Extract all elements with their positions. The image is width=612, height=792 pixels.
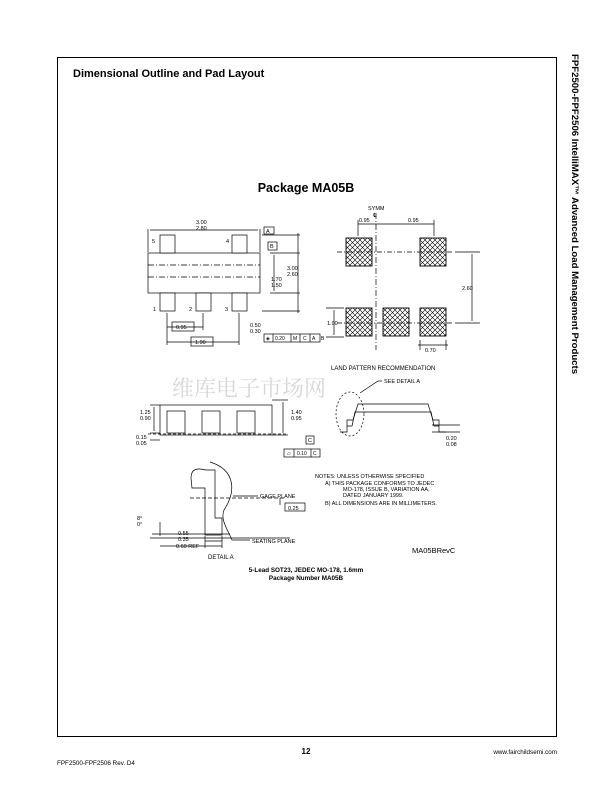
end-lead-min: 0.08 (446, 442, 457, 448)
seating-plane-label: SEATING PLANE (252, 539, 296, 545)
notes-line-1: NOTES: UNLESS OTHERWISE SPECIFIED (315, 474, 425, 480)
pin-label-4: 4 (226, 239, 230, 245)
side-h2-min: 0.95 (291, 416, 302, 422)
caption-line-2: Package Number MA05B (268, 575, 344, 582)
land-pad (420, 238, 446, 266)
pitch-value: 0.95 (176, 325, 187, 331)
land-pattern-caption: LAND PATTERN RECOMMENDATION (331, 366, 436, 372)
gage-plane-label: GAGE PLANE (260, 494, 296, 500)
pin-1 (160, 293, 175, 311)
side-title-text: FPF2500-FPF2506 IntelliMAX™ Advanced Load Management Products (569, 54, 580, 375)
pin-label-2: 2 (189, 307, 193, 313)
pin-label-3: 3 (225, 307, 229, 313)
foot-min: 0.35 (178, 537, 189, 543)
pin-label-1: 1 (153, 307, 157, 313)
see-detail-label: SEE DETAIL A (384, 379, 421, 385)
land-pitch-right: 0.95 (408, 218, 419, 224)
coplanarity-value: 0.10 (297, 451, 307, 457)
datum-c: C (308, 438, 312, 444)
width-max: 3.00 (196, 220, 207, 226)
land-pad-height: 1.00 (327, 321, 338, 327)
land-row-height: 2.60 (462, 286, 473, 292)
body-max: 1.70 (271, 277, 282, 283)
revision-label: MA05BRevC (412, 546, 456, 555)
land-pad (420, 308, 446, 336)
notes-line-5: B) ALL DIMENSIONS ARE IN MILLIMETERS. (325, 501, 437, 507)
lead-max: 0.50 (250, 323, 261, 329)
land-pad (383, 308, 409, 336)
pin-5 (160, 235, 175, 253)
datum-b: B (270, 244, 274, 250)
end-lead-max: 0.20 (446, 436, 457, 442)
side-h-max: 1.25 (140, 410, 151, 416)
lead-min: 0.30 (250, 329, 261, 335)
height-min: 2.60 (287, 272, 298, 278)
detail-angle-min: 0° (137, 522, 143, 528)
section-title: Dimensional Outline and Pad Layout (73, 68, 265, 80)
land-pitch-left: 0.95 (359, 218, 370, 224)
side-title (566, 54, 580, 474)
land-pad-width: 0.70 (425, 348, 436, 354)
pin-label-5: 5 (152, 239, 156, 245)
tolerance-datum-c: C (303, 336, 307, 342)
notes-line-4: DATED JANUARY 1999. (343, 493, 404, 499)
page-number: 12 (301, 747, 311, 756)
caption-line-1: 5-Lead SOT23, JEDEC MO-178, 1.6mm (248, 567, 364, 574)
land-pad (346, 238, 372, 266)
centerline-symbol: ℄ (373, 213, 377, 219)
top-view-body (148, 253, 260, 293)
footer-revision: FPF2500-FPF2506 Rev. D4 (57, 760, 135, 767)
footer-website: www.fairchildsemi.com (493, 749, 557, 756)
detail-angle-max: 8° (137, 516, 143, 522)
pin-4 (232, 235, 247, 253)
tolerance-datum-a: A (312, 336, 316, 342)
package-drawing (125, 195, 485, 570)
body-min: 1.50 (271, 283, 282, 289)
gage-plane-value: 0.25 (288, 506, 299, 512)
standoff-min: 0.05 (136, 441, 147, 447)
tolerance-datum-b: B (321, 336, 325, 342)
tolerance-symbol: ◈ (266, 336, 270, 342)
datum-a: A (266, 229, 270, 235)
symm-label: SYMM (368, 206, 385, 212)
side-h-min: 0.90 (140, 416, 151, 422)
width-min: 2.80 (196, 226, 207, 232)
coplanarity-datum: C (313, 451, 317, 457)
coplanarity-symbol: ▱ (287, 451, 291, 457)
watermark: 维库电子市场网 (172, 376, 327, 401)
pin-3 (232, 293, 247, 311)
land-pad (346, 308, 372, 336)
height-max: 3.00 (287, 266, 298, 272)
notes-line-2: A) THIS PACKAGE CONFORMS TO JEDEC (325, 481, 435, 487)
tolerance-modifier: M (293, 336, 298, 342)
side-h2-max: 1.40 (291, 410, 302, 416)
detail-label: DETAIL A (208, 555, 234, 561)
foot-max: 0.55 (178, 531, 189, 537)
ref-value: 0.60 REF (176, 544, 200, 550)
standoff-max: 0.15 (136, 435, 147, 441)
package-title: Package MA05B (257, 181, 355, 195)
notes-line-3: MO-178, ISSUE B, VARIATION AA, (343, 487, 430, 493)
land-pads (346, 238, 446, 336)
tolerance-value: 0.20 (275, 336, 285, 342)
span-value: 1.90 (195, 340, 206, 346)
pin-2 (196, 293, 211, 311)
